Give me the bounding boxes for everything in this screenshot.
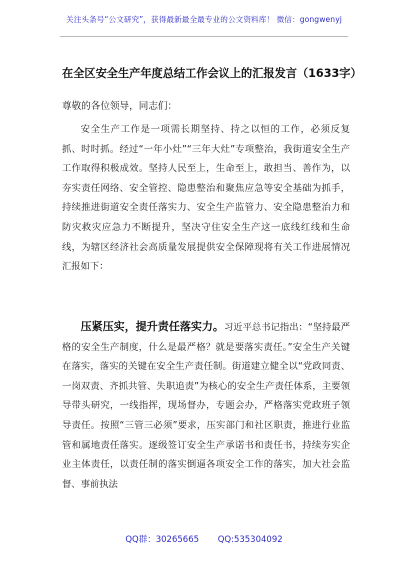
page-footer: [0, 533, 408, 545]
footer-qq-group: QQ群：30265665: [125, 535, 200, 545]
paragraph-2-lead: 压紧压实，提升责任落实力。: [80, 320, 224, 333]
document-title: 在全区安全生产年度总结工作会议上的汇报发言（1633字）: [62, 67, 362, 80]
page-header: [60, 8, 348, 37]
paragraph-2-body: 习近平总书记指出：“坚持最严格的安全生产制度，什么是最严格？就是要落实责任。”安全生产关键在落实，落实的关键在安全生产责任制。街道建立健全以“党政同责、一岗双责、齐抓共管、失职追责”为核心的安全生产责任体系，主要领导带头研究，一线指挥，现场督办，专题会办，严格落实党政班子领导责任。按照“三管三必须”要求，压实部门和社区职责，推进行业监管和属地责任落实。逐级签订安全生产承诺书和责任书，持续夯实企业主体责任，以责任制的落实倒逼各项安全工作的落实，加大社会监督、事前执法: [62, 322, 350, 490]
salutation: 尊敬的各位领导，同志们：: [62, 101, 178, 112]
paragraph-2: [62, 317, 350, 494]
header-banner-text: 关注头条号“公文研究”，获得最新最全最专业的公文资料库！ 微信：gongwenyj: [66, 15, 342, 24]
paragraph-1: 安全生产工作是一项需长期坚持、持之以恒的工作，必须反复抓、时时抓。经过“一年小灶”“三年大灶”专项整治，我街道安全生产工作取得积极成效。坚持人民至上，生命至上，敢担当、善作为，以夯实责任网络、安全管控、隐患整治和聚焦应急等安全基础为抓手，持续推进街道安全责任落实力、安全生产监管力、安全隐患整治力和防灾救灾应急力不断提升，坚决守住安全生产这一底线红线和生命线，为辖区经济社会高质量发展提供安全保障现将有关工作进展情况汇报如下：: [62, 124, 350, 273]
footer-qq: QQ:535304092: [217, 535, 283, 545]
